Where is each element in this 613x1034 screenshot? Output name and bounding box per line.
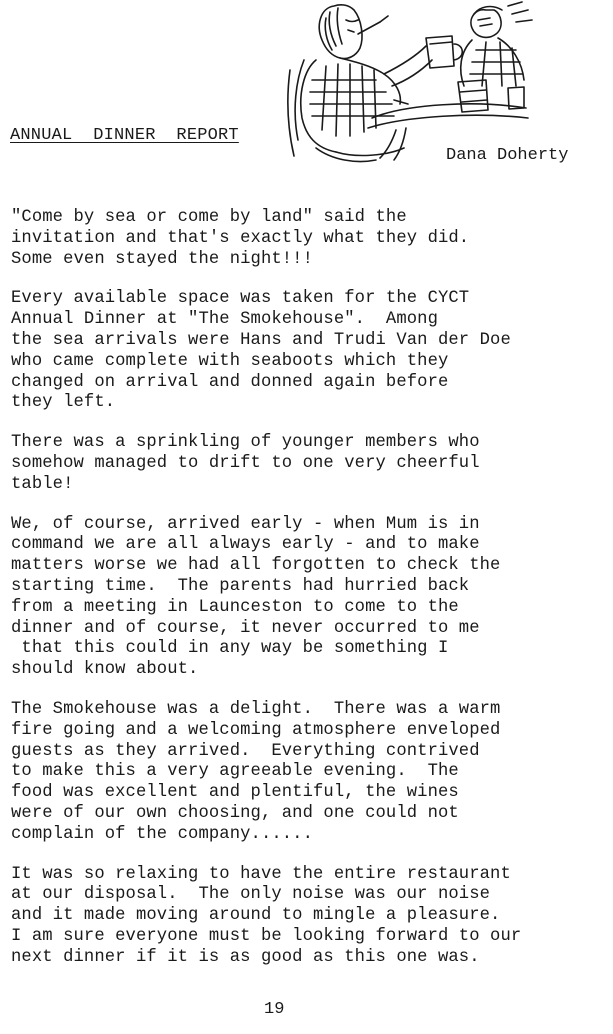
- text-line: fire going and a welcoming atmosphere enveloped: [11, 720, 501, 740]
- text-line: complain of the company......: [11, 824, 314, 844]
- paragraph: [11, 700, 611, 846]
- page-number: 19: [264, 1000, 285, 1019]
- text-line: food was excellent and plentiful, the wines: [11, 783, 459, 803]
- paragraph: [11, 515, 611, 681]
- text-line: from a meeting in Launceston to come to the: [11, 597, 459, 617]
- paragraph: [11, 865, 611, 969]
- text-line: dinner and of course, it never occurred to me: [11, 618, 480, 638]
- text-line: who came complete with seaboots which they: [11, 351, 449, 371]
- paragraph: [11, 433, 611, 495]
- author-byline: Dana Doherty: [446, 146, 569, 165]
- text-line: Annual Dinner at "The Smokehouse". Among: [11, 310, 438, 330]
- text-line: I am sure everyone must be looking forward to our: [11, 926, 522, 946]
- diners-at-table-sketch-icon: [276, 0, 536, 166]
- paragraph: [11, 208, 611, 270]
- text-line: changed on arrival and donned again before: [11, 372, 449, 392]
- text-line: Some even stayed the night!!!: [11, 249, 314, 269]
- text-line: It was so relaxing to have the entire restaurant: [11, 864, 511, 884]
- text-line: We, of course, arrived early - when Mum is in: [11, 514, 480, 534]
- text-line: There was a sprinkling of younger members who: [11, 433, 480, 453]
- text-line: command we are all always early - and to make: [11, 535, 480, 555]
- text-line: The Smokehouse was a delight. There was a warm: [11, 699, 501, 719]
- text-line: next dinner if it is as good as this one was.: [11, 947, 480, 967]
- text-line: at our disposal. The only noise was our noise: [11, 885, 491, 905]
- text-line: invitation and that's exactly what they did.: [11, 228, 470, 248]
- text-line: matters worse we had all forgotten to check the: [11, 556, 501, 576]
- report-body: [11, 208, 611, 988]
- text-line: "Come by sea or come by land" said the: [11, 208, 407, 227]
- text-line: guests as they arrived. Everything contrived: [11, 741, 480, 761]
- text-line: that this could in any way be something I: [11, 639, 449, 659]
- text-line: table!: [11, 474, 74, 494]
- text-line: Every available space was taken for the CYCT: [11, 289, 470, 309]
- text-line: they left.: [11, 393, 116, 413]
- text-line: were of our own choosing, and one could not: [11, 803, 459, 823]
- text-line: and it made moving around to mingle a pleasure.: [11, 906, 501, 926]
- text-line: starting time. The parents had hurried back: [11, 576, 470, 596]
- text-line: should know about.: [11, 660, 199, 680]
- report-title: ANNUAL DINNER REPORT: [10, 126, 239, 145]
- text-line: to make this a very agreeable evening. The: [11, 762, 459, 782]
- text-line: the sea arrivals were Hans and Trudi Van der Doe: [11, 330, 511, 350]
- text-line: somehow managed to drift to one very cheerful: [11, 453, 480, 473]
- paragraph: [11, 289, 611, 414]
